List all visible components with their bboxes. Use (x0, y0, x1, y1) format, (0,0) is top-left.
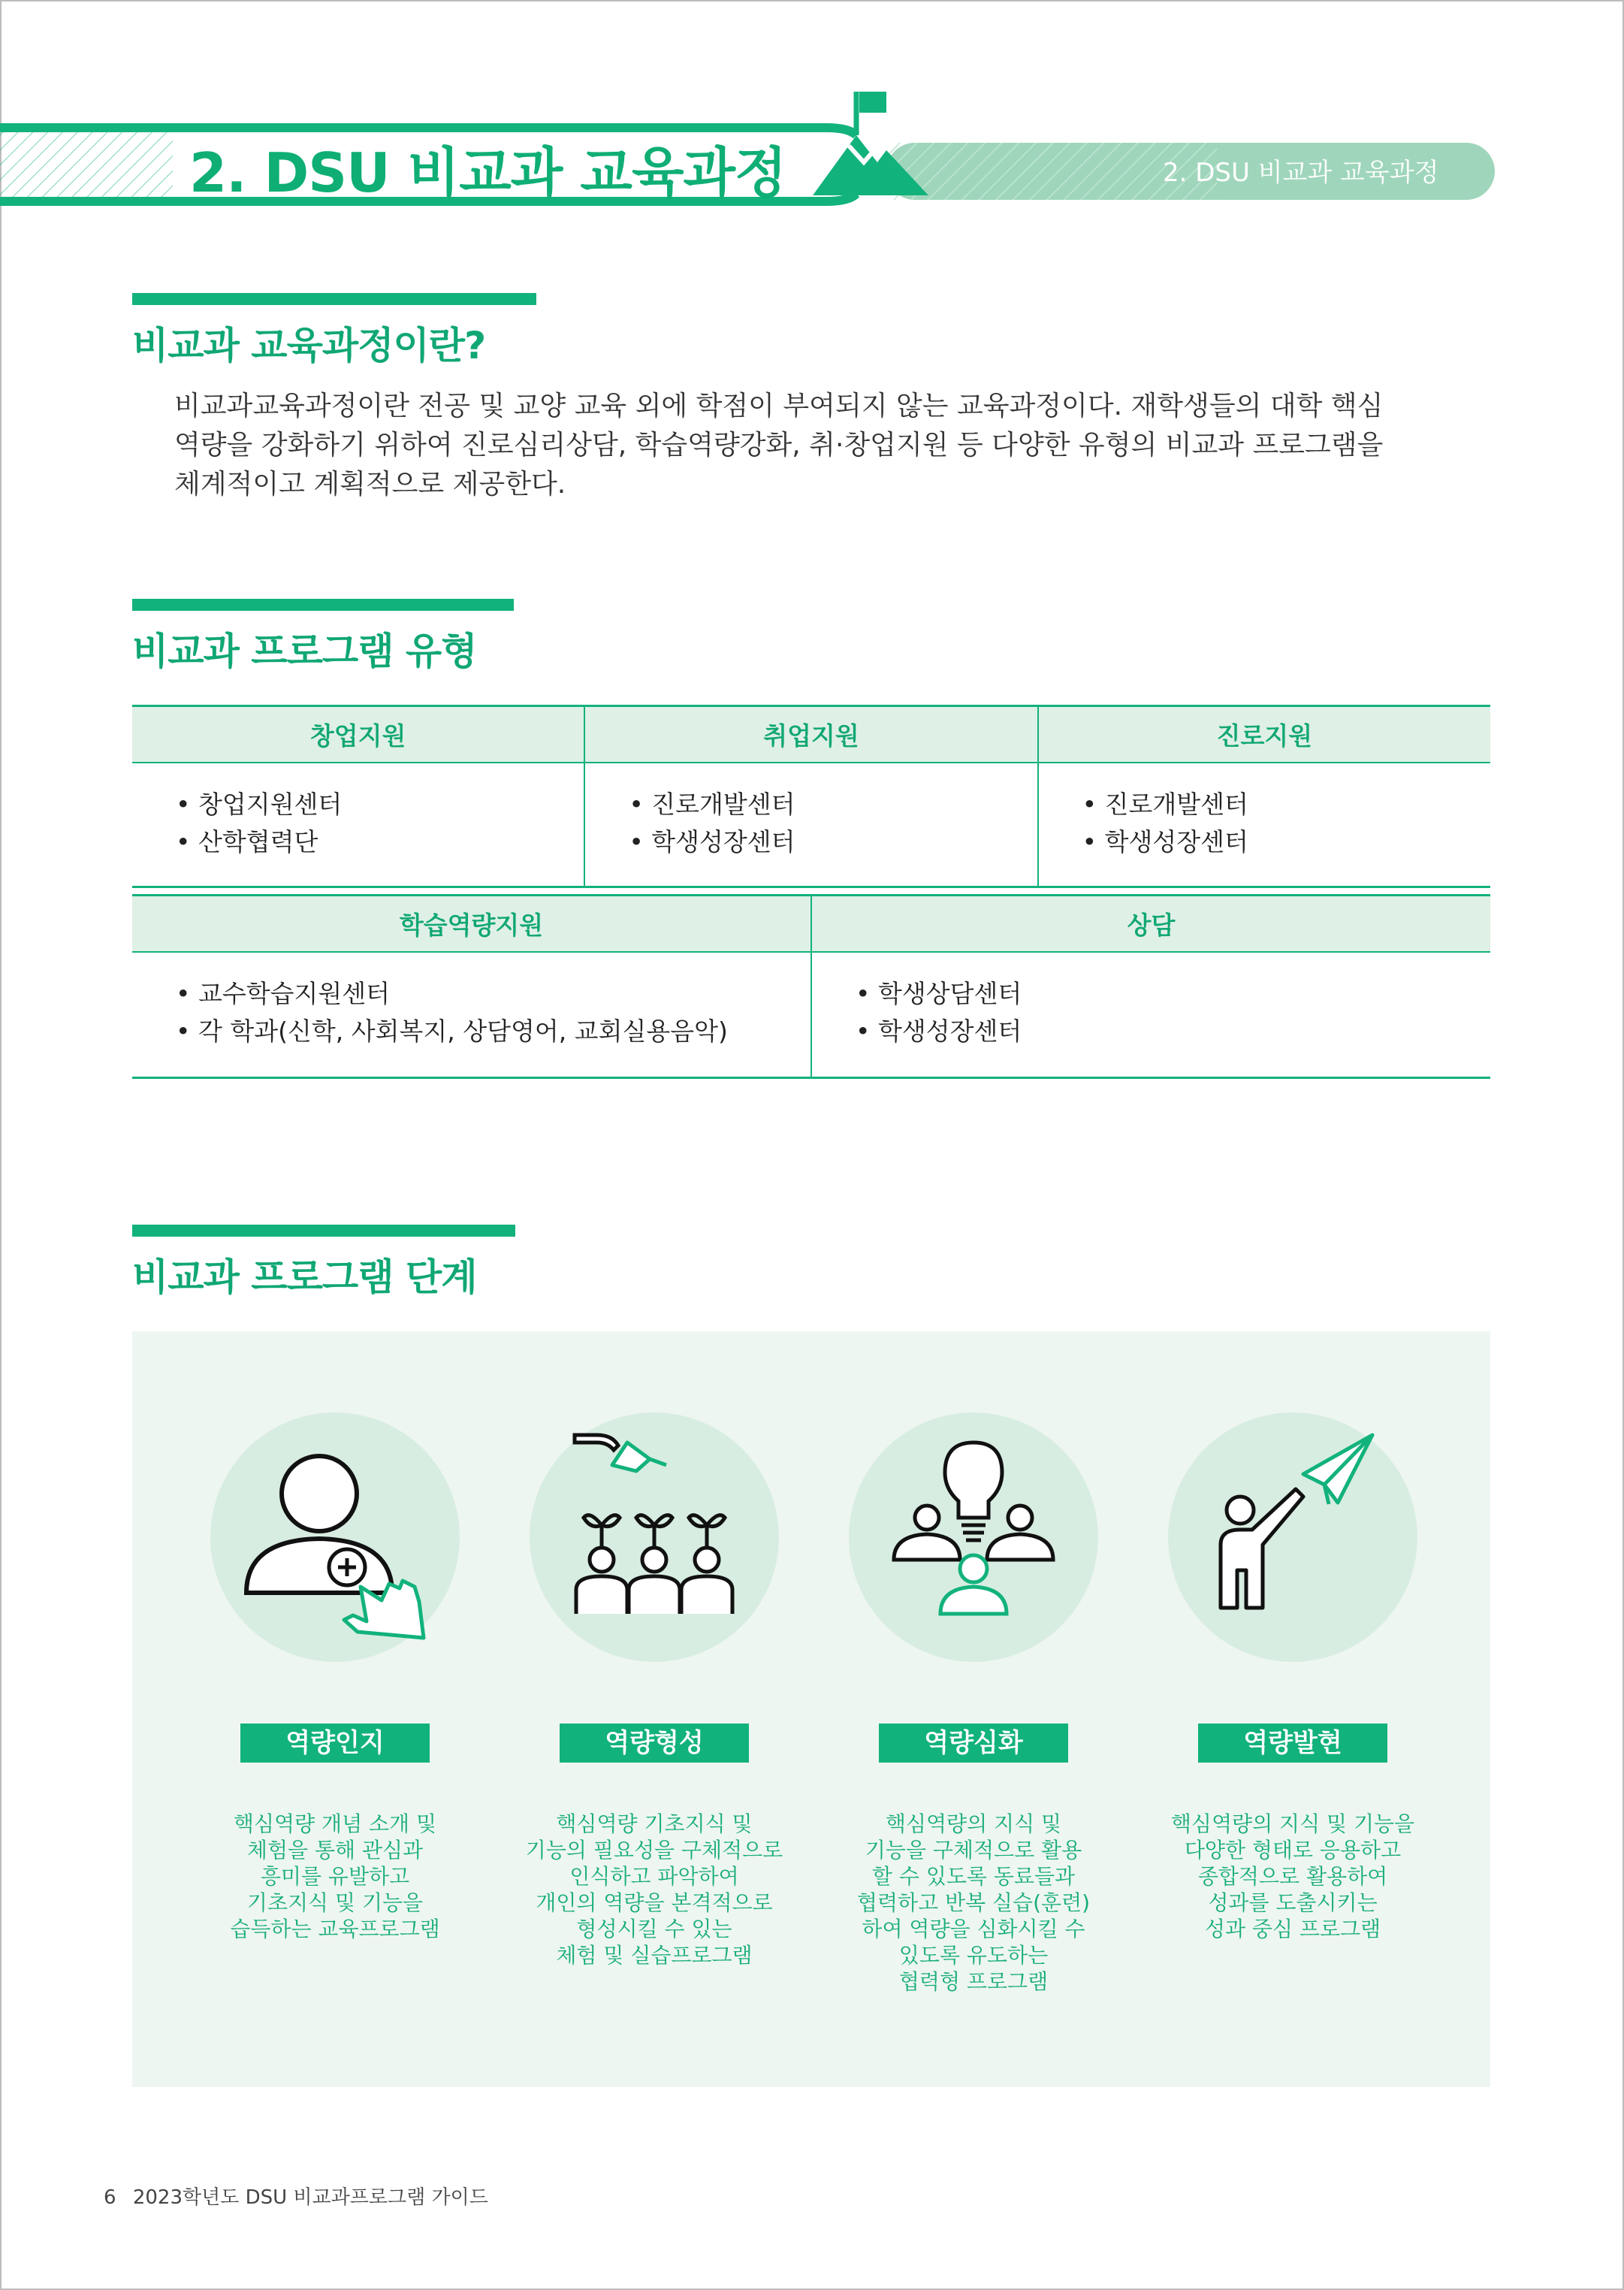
desc-line: 핵심역량 개념 소개 및 (233, 1811, 437, 1836)
table-header-cell: 진로지원 (1037, 707, 1490, 762)
desc-line: 형성시킬 수 있는 (576, 1917, 732, 1941)
section-title-intro: 비교과 교육과정이란? (132, 324, 486, 367)
desc-line: 성과를 도출시키는 (1208, 1890, 1378, 1915)
list-item: • 학생상담센터 (856, 975, 1490, 1013)
program-types-table-2 (132, 894, 1490, 1079)
page-footer (104, 2182, 488, 2210)
person-add-icon (210, 1412, 460, 1662)
lightbulb-team-icon (849, 1412, 1098, 1662)
desc-line: 습득하는 교육프로그램 (230, 1917, 440, 1941)
program-types-table-1 (132, 705, 1490, 888)
table-header-cell: 학습역량지원 (399, 911, 544, 940)
intro-line: 비교과교육과정이란 전공 및 교양 교육 외에 학점이 부여되지 않는 교육과정이다. 재학생들의 대학 핵심 (174, 391, 1384, 421)
table-cell (1037, 763, 1490, 887)
step-description (497, 1811, 812, 1968)
table-cell (132, 763, 584, 887)
list-item: • 학생성장센터 (1082, 823, 1490, 861)
step-label: 역량심화 (879, 1724, 1068, 1763)
desc-line: 할 수 있도록 동료들과 (871, 1864, 1076, 1889)
list-item: • 각 학과(신학, 사회복지, 상담영어, 교회실용음악) (176, 1013, 810, 1050)
step-description (1135, 1811, 1450, 1942)
list-item: • 학생성장센터 (629, 823, 1037, 861)
desc-line: 기초지식 및 기능을 (246, 1890, 424, 1915)
table-cell (132, 953, 810, 1077)
intro-line: 역량을 강화하기 위하여 진로심리상담, 학습역량강화, 취·창업지원 등 다양한 유형의 비교과 프로그램을 (174, 430, 1384, 461)
desc-line: 체험 및 실습프로그램 (556, 1943, 753, 1968)
desc-line: 기능을 구체적으로 활용 (865, 1838, 1082, 1863)
list-item: • 교수학습지원센터 (176, 975, 810, 1013)
guide-title: 2023학년도 DSU 비교과프로그램 가이드 (132, 2186, 488, 2209)
desc-line: 협력형 프로그램 (898, 1969, 1049, 1994)
intro-paragraph (174, 387, 1496, 504)
desc-line: 체험을 통해 관심과 (246, 1838, 424, 1863)
desc-line: 핵심역량의 지식 및 기능을 (1170, 1811, 1415, 1836)
table-header-row (132, 896, 1490, 953)
table-row (132, 763, 1490, 887)
section-bar (132, 599, 514, 611)
section-title-types: 비교과 프로그램 유형 (132, 630, 477, 673)
desc-line: 협력하고 반복 실습(훈련) (856, 1890, 1091, 1915)
desc-line: 기능의 필요성을 구체적으로 (525, 1838, 783, 1863)
intro-line: 체계적이고 계획적으로 제공한다. (174, 469, 566, 500)
desc-line: 하여 역량을 심화시킬 수 (862, 1917, 1085, 1941)
list-item: • 진로개발센터 (629, 786, 1037, 823)
chapter-header (0, 90, 1624, 225)
desc-line: 개인의 역량을 본격적으로 (536, 1890, 773, 1915)
desc-line: 있도록 유도하는 (898, 1943, 1049, 1968)
step-label: 역량형성 (560, 1724, 749, 1763)
chapter-pill-label: 2. DSU 비교과 교육과정 (1163, 158, 1439, 188)
step-icon-circle (210, 1412, 460, 1662)
step-label: 역량발현 (1198, 1724, 1387, 1763)
list-item: • 진로개발센터 (1082, 786, 1490, 823)
section-bar (132, 1225, 515, 1237)
list-item: • 창업지원센터 (176, 786, 584, 823)
section-title-steps: 비교과 프로그램 단계 (132, 1255, 477, 1299)
steps-panel (132, 1331, 1490, 2087)
desc-line: 다양한 형태로 응용하고 (1184, 1838, 1402, 1863)
table-header-cell: 창업지원 (309, 721, 406, 751)
table-row (132, 953, 1490, 1077)
table-header-cell: 상담 (810, 896, 1490, 951)
step-label: 역량인지 (240, 1724, 430, 1763)
desc-line: 핵심역량 기초지식 및 (556, 1811, 753, 1836)
step-icon-circle (1168, 1412, 1417, 1662)
list-item: • 산학협력단 (176, 823, 584, 861)
desc-line: 핵심역량의 지식 및 (885, 1811, 1062, 1836)
list-item: • 학생성장센터 (856, 1013, 1490, 1050)
chapter-title: 2. DSU 비교과 교육과정 (189, 141, 786, 204)
table-cell (584, 763, 1037, 887)
step-description (177, 1811, 493, 1942)
paper-plane-icon (1168, 1412, 1417, 1662)
step-icon-circle (530, 1412, 779, 1662)
growing-sprouts-icon (530, 1412, 779, 1662)
table-header-row (132, 707, 1490, 763)
desc-line: 인식하고 파악하여 (569, 1864, 739, 1889)
table-header-cell: 취업지원 (584, 707, 1037, 762)
step-icon-circle (849, 1412, 1098, 1662)
desc-line: 성과 중심 프로그램 (1204, 1917, 1381, 1941)
desc-line: 흥미를 유발하고 (260, 1864, 410, 1889)
table-cell (810, 953, 1490, 1077)
step-description (816, 1811, 1131, 1995)
page-number: 6 (104, 2186, 116, 2209)
desc-line: 종합적으로 활용하여 (1197, 1864, 1388, 1889)
section-bar (132, 293, 536, 305)
